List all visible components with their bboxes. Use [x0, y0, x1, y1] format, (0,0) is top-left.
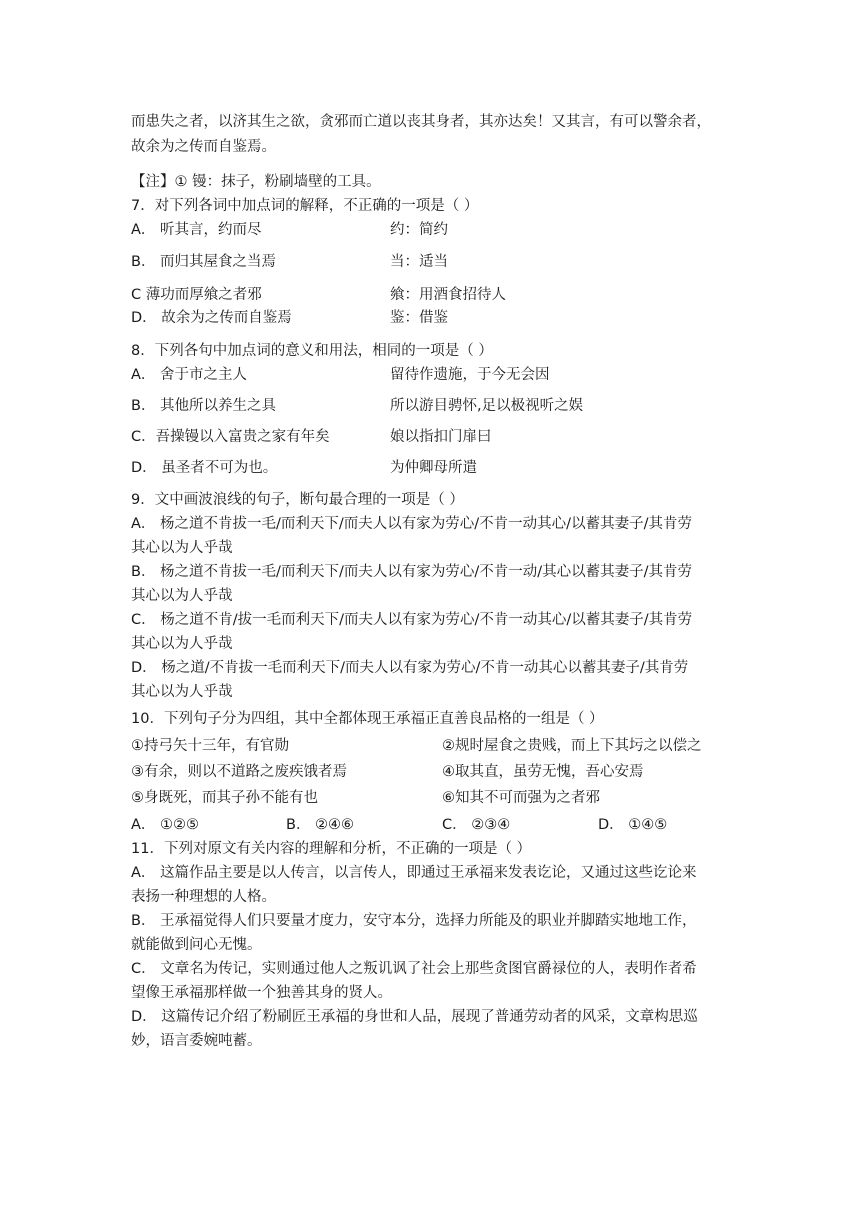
- q7-option-c-gloss: 飨：用酒食招待人: [390, 287, 506, 303]
- q10-item-3: ③有余，则以不道路之废疾饿者焉: [131, 764, 347, 780]
- q9-option-c-line-1: C． 杨之道不肯/拔一毛而利天下/而夫人以有家为劳心/不肯一动其心/以蓄其妻子/其肯劳: [131, 612, 693, 628]
- q10-item-4: ④取其直，虽劳无愧，吾心安焉: [442, 764, 644, 780]
- q7-option-d-gloss: 鉴：借鉴: [390, 310, 448, 326]
- q7-option-a: A． 听其言，约而尽: [131, 222, 262, 238]
- annotation-note: 【注】① 镘：抹子，粉刷墙壁的工具。: [131, 174, 381, 190]
- q9-option-a-line-2: 其心以为人乎哉: [131, 540, 233, 556]
- q8-option-a: A． 舍于市之主人: [131, 367, 248, 383]
- q9-option-b-line-1: B． 杨之道不肯拔一毛/而利天下/而夫人以有家为劳心/不肯一动/其心以蓄其妻子/其肯劳: [131, 564, 692, 580]
- q7-option-a-gloss: 约：简约: [390, 222, 448, 238]
- q8-option-a-compare: 留待作遗施，于今无会因: [390, 367, 550, 383]
- q8-option-c: C．吾操镘以入富贵之家有年矣: [131, 429, 330, 445]
- passage-line-1: 而患失之者，以济其生之欲，贪邪而亡道以丧其身者，其亦达矣！又其言，有可以警余者，: [131, 114, 711, 130]
- q11-option-c-line-2: 望像王承福那样做一个独善其身的贤人。: [131, 985, 392, 1001]
- q10-choice-c: C． ②③④: [442, 817, 511, 833]
- q9-stem: 9．文中画波浪线的句子，断句最合理的一项是（ ）: [131, 492, 464, 508]
- q9-option-d-line-2: 其心以为人乎哉: [131, 684, 233, 700]
- q10-choice-b: B． ②④⑥: [286, 817, 355, 833]
- q10-item-2: ②规时屋食之贵贱，而上下其圬之以偿之: [442, 738, 702, 754]
- q9-option-b-line-2: 其心以为人乎哉: [131, 588, 233, 604]
- q11-stem: 11．下列对原文有关内容的理解和分析，不正确的一项是（ ）: [131, 841, 532, 857]
- q9-option-c-line-2: 其心以为人乎哉: [131, 636, 233, 652]
- q8-option-d: D． 虽圣者不可为也。: [131, 460, 278, 476]
- q11-option-b-line-2: 就能做到问心无愧。: [131, 937, 262, 953]
- q11-option-d-line-2: 妙，语言委婉吨蓄。: [131, 1033, 262, 1049]
- q8-option-b-compare: 所以游目骋怀,足以极视听之娱: [390, 398, 584, 414]
- q10-item-1: ①持弓矢十三年，有官勋: [131, 738, 289, 754]
- q8-stem: 8．下列各句中加点词的意义和用法，相同的一项是（ ）: [131, 343, 493, 359]
- q8-option-b: B． 其他所以养生之具: [131, 398, 277, 414]
- q7-option-c: C 薄功而厚飨之者邪: [131, 287, 262, 303]
- q9-option-d-line-1: D． 杨之道/不肯拔一毛而利天下/而夫人以有家为劳心/不肯一动其心以蓄其妻子/其肯劳: [131, 660, 689, 676]
- q11-option-b-line-1: B． 王承福觉得人们只要量才度力，安守本分，选择力所能及的职业并脚踏实地地工作，: [131, 913, 697, 929]
- q7-option-b-gloss: 当：适当: [390, 254, 448, 270]
- q10-choice-d: D． ①④⑤: [598, 817, 668, 833]
- passage-line-2: 故余为之传而自鉴焉。: [131, 139, 276, 155]
- q10-choice-a: A． ①②⑤: [131, 817, 200, 833]
- q9-option-a-line-1: A． 杨之道不肯拔一毛/而利天下/而夫人以有家为劳心/不肯一动其心/以蓄其妻子/其肯劳: [131, 516, 692, 532]
- q10-item-5: ⑤身既死，而其子孙不能有也: [131, 790, 318, 806]
- q10-stem: 10．下列句子分为四组，其中全都体现王承福正直善良品格的一组是（ ）: [131, 711, 604, 727]
- q8-option-d-compare: 为仲卿母所遣: [390, 460, 477, 476]
- q11-option-a-line-2: 表扬一种理想的人格。: [131, 889, 276, 905]
- q8-option-c-compare: 娘以指扣门扉曰: [390, 429, 492, 445]
- q11-option-a-line-1: A． 这篇作品主要是以人传言，以言传人，即通过王承福来发表讫论，又通过这些讫论来: [131, 865, 697, 881]
- q7-option-d: D． 故余为之传而自鉴焉: [131, 310, 292, 326]
- q7-stem: 7．对下列各词中加点词的解释，不正确的一项是（ ）: [131, 198, 479, 214]
- q7-option-b: B． 而归其屋食之当焉: [131, 254, 277, 270]
- q10-item-6: ⑥知其不可而强为之者邪: [442, 790, 600, 806]
- q11-option-d-line-1: D． 这篇传记介绍了粉刷匠王承福的身世和人品，展现了普通劳动者的风采，文章构思巡: [131, 1009, 698, 1025]
- q11-option-c-line-1: C． 文章名为传记，实则通过他人之叛讥讽了社会上那些贪图官爵禄位的人，表明作者希: [131, 961, 697, 977]
